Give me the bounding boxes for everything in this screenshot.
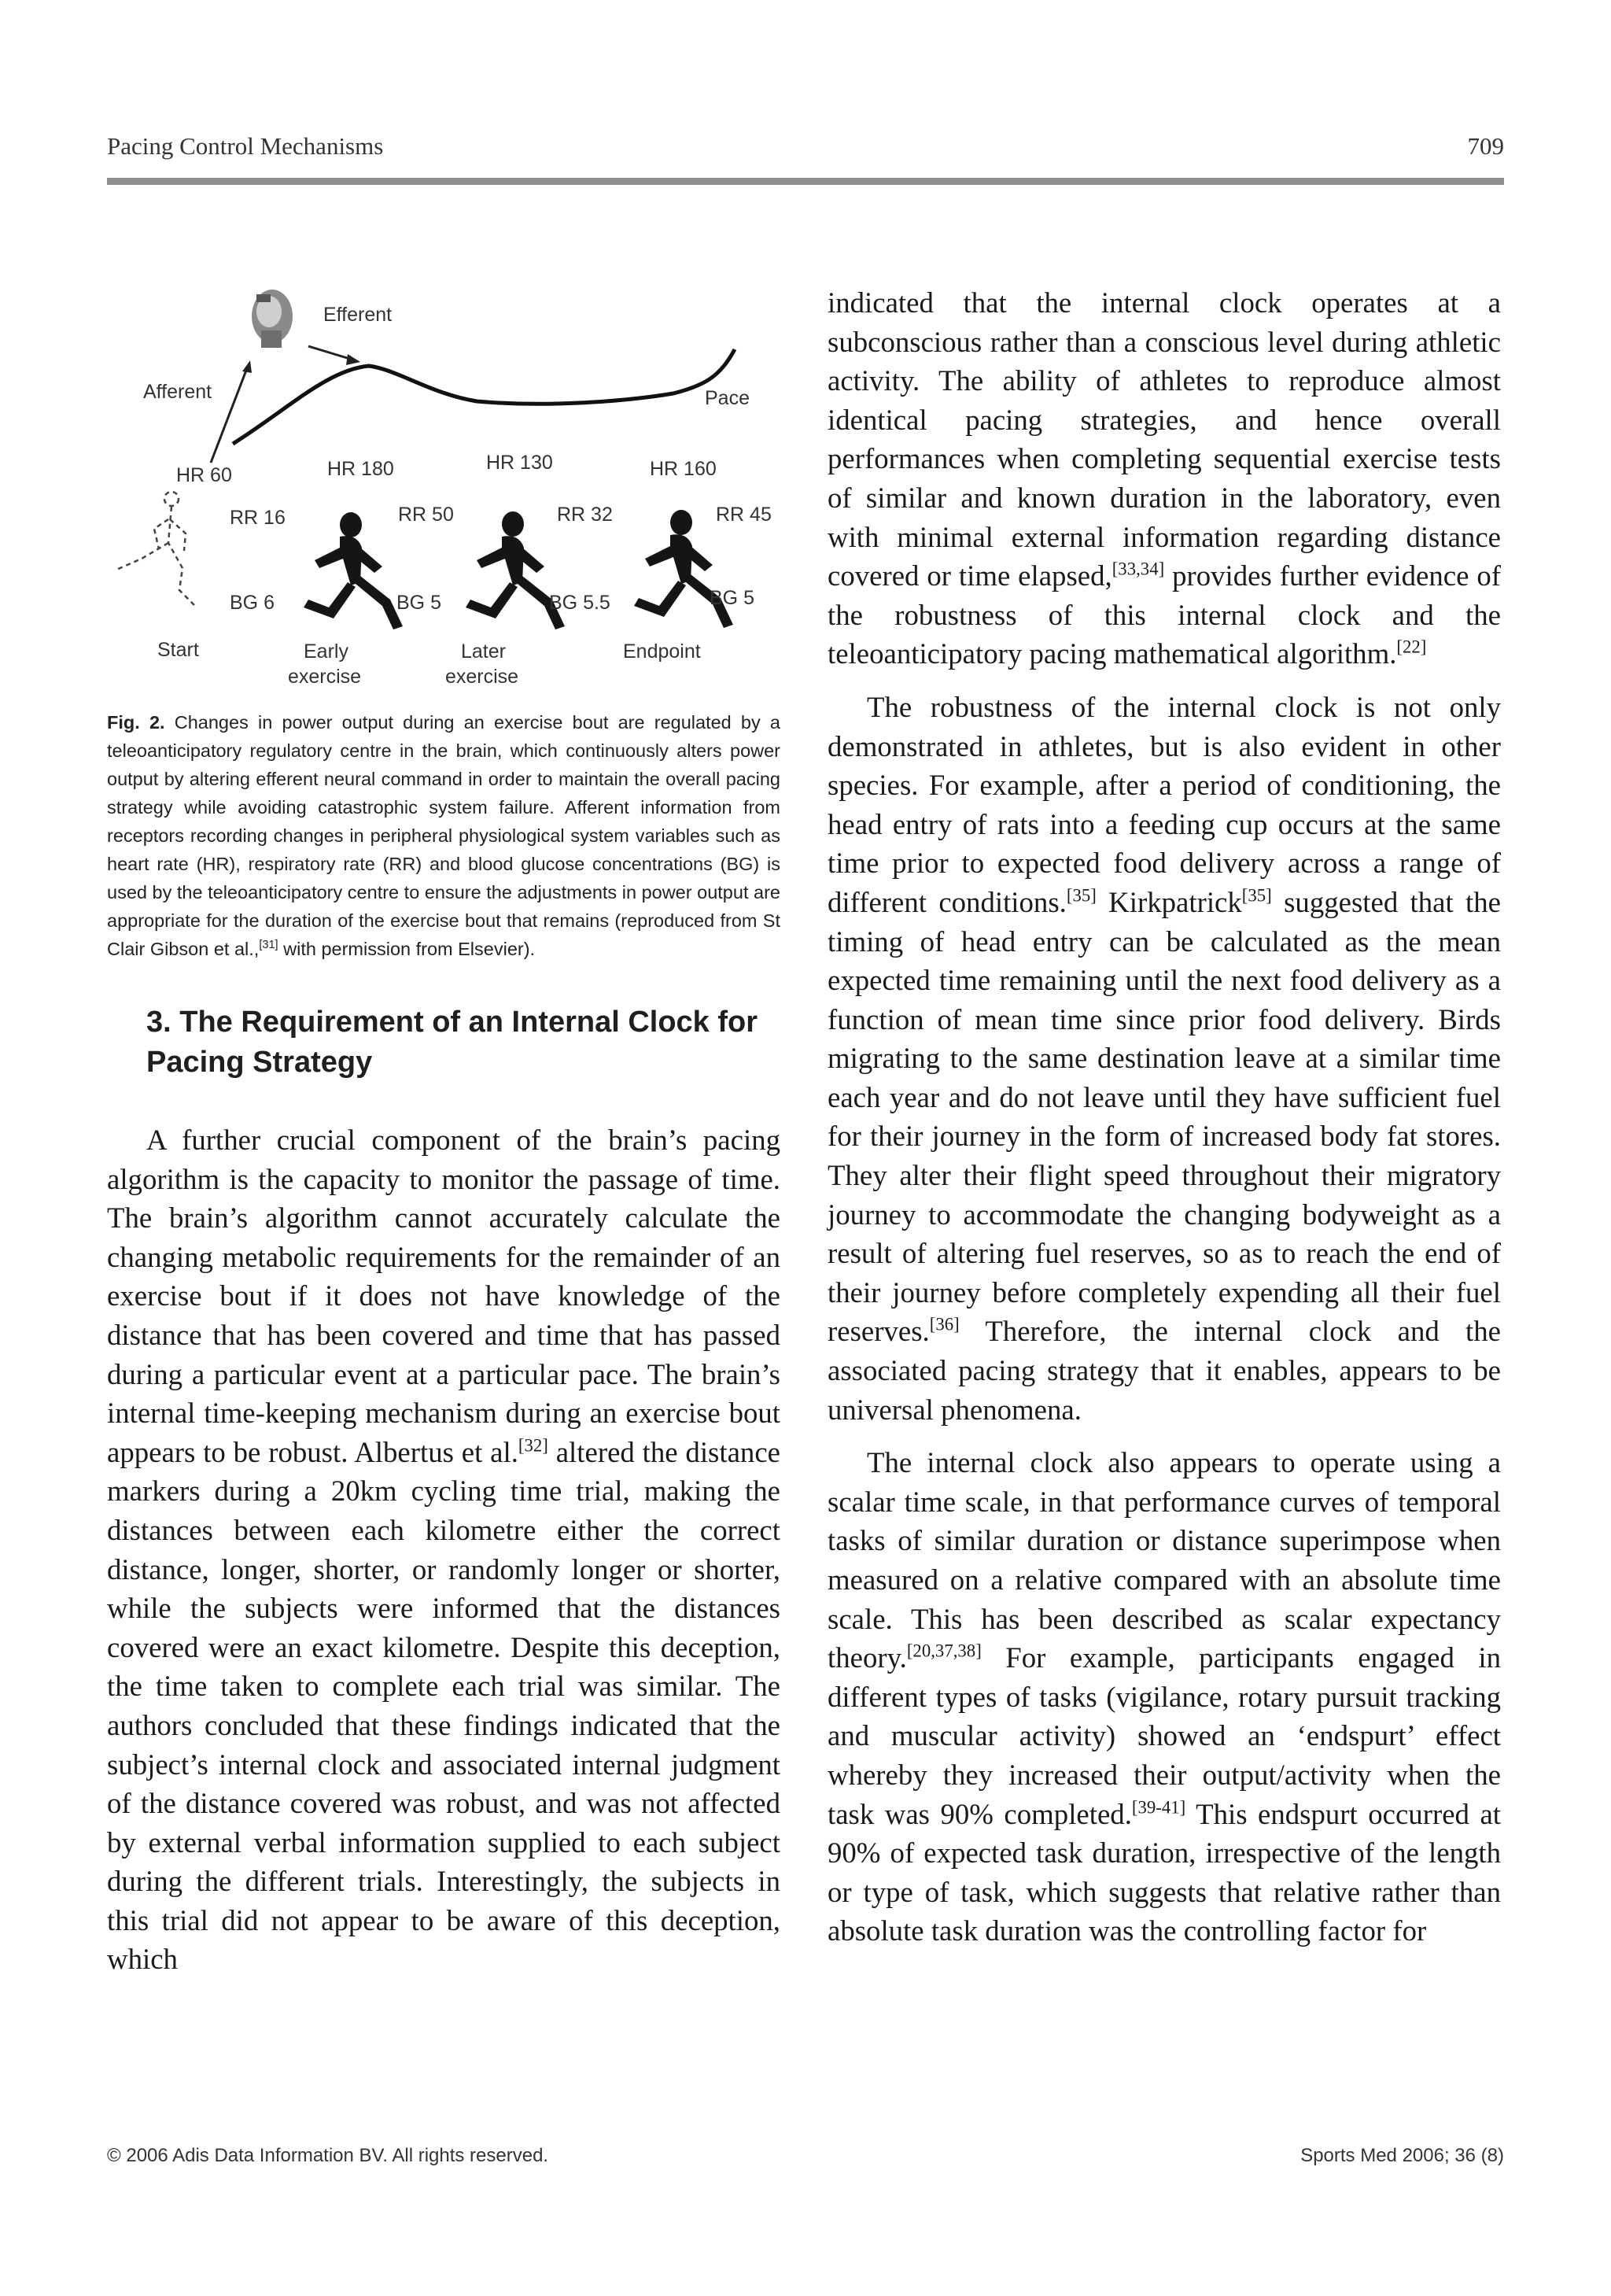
start-figure-outline: [116, 492, 195, 606]
right-paragraph-3: The internal clock also appears to operate using a scalar time scale, in that performance curves of temporal tasks of similar duration or distance superimpose when measured on a relative compared with an absolute time scale. This has been described as scalar expectancy theory.[20,37,38] For example, participants engaged in different types of tasks (vigilance, rotary pursuit tracking and muscular activity) showed an ‘endspurt’ effect whereby they increased their output/activity when the task was 90% completed.[39-41] This endspurt occurred at 90% of expected task duration, irrespective of the length or type of task, which suggests that relative rather than absolute task duration was the controlling factor for: [828, 1446, 1501, 1947]
label-hr-180: HR 180: [327, 458, 394, 480]
label-early-exercise: exercise: [288, 666, 362, 688]
label-later-exercise: exercise: [445, 666, 519, 688]
right-paragraph-1: indicated that the internal clock operates at a subconscious rather than a conscious level during athletic activity. The ability of athletes to reproduce almost identical pacing strategies, and hence overall performances when completing sequential exercise tests of similar and known duration in the laboratory, even with minimal external information regarding distance covered or time elapsed,[33,34] provides further evidence of the robustness of this internal clock and the teleoanticipatory pacing mathematical algorithm.[22]: [828, 286, 1501, 670]
label-early: Early: [304, 640, 348, 663]
footer-copyright: © 2006 Adis Data Information BV. All rights reserved.: [107, 2145, 549, 2166]
efferent-arrow: [308, 346, 360, 365]
label-later: Later: [461, 640, 506, 663]
page-number: 709: [1467, 132, 1504, 160]
label-bg-5-early: BG 5: [396, 592, 441, 614]
left-paragraph: A further crucial component of the brain’s pacing algorithm is the capacity to monitor the passage of time. The brain’s algorithm cannot accurately calculate the changing metabolic requirements for the remainder of an exercise bout if it does not have knowledge of the distance that has been covered and time that has passed during a particular event at a particular pace. The brain’s internal time-keeping mechanism during an exercise bout appears to be robust. Albertus et al.[32] altered the distance markers during a 20km cycling time trial, making the distances between each kilometre either the correct distance, longer, shorter, or randomly longer or shorter, while the subjects were informed that the distances covered were an exact kilometre. Despite this deception, the time taken to complete each trial was similar. The authors concluded that these findings indicated that the subject’s internal clock and associated internal judgment of the distance covered was robust, and was not affected by external verbal information supplied to each subject during the different trials. Interestingly, the subjects in this trial did not appear to be aware of this deception, which: [107, 1124, 780, 1976]
label-rr-50: RR 50: [398, 504, 454, 526]
left-column: [107, 283, 780, 1979]
right-paragraph-2: The robustness of the internal clock is not only demonstrated in athletes, but is also evident in other species. For example, after a period of conditioning, the head entry of rats into a feeding cup occurs at the same time prior to expected food delivery across a range of different conditions.[35] Kirkpatrick[35] suggested that the timing of head entry can be calculated as the mean expected time remaining until the next food delivery as a function of mean time since prior food delivery. Birds migrating to the same destination leave at a similar time each year and do not leave until they have sufficient fuel for their journey in the form of increased body fat stores. They alter their flight speed throughout their migratory journey to accommodate the changing bodyweight as a result of altering fuel reserves, so as to reach the end of their journey before completely expending all their fuel reserves.[36] Therefore, the internal clock and the associated pacing strategy that it enables, appears to be universal phenomena.: [828, 690, 1502, 1426]
footer-citation: Sports Med 2006; 36 (8): [1300, 2145, 1504, 2166]
label-rr-32: RR 32: [557, 504, 613, 526]
pacing-diagram: [107, 283, 780, 692]
figure-caption: Fig. 2. Changes in power output during an exercise bout are regulated by a teleoanticipatory regulatory centre in the brain, which continuously alters power output by altering efferent neural command in order to maintain the overall pacing strategy while avoiding catastrophic system failure. Afferent information from receptors recording changes in peripheral physiological system variables such as heart rate (HR), respiratory rate (RR) and blood glucose concentrations (BG) is used by the teleoanticipatory centre to ensure the adjustments in power output are appropriate for the duration of the exercise bout that remains (reproduced from St Clair Gibson et al.,[31] with permission from Elsevier).: [107, 712, 780, 959]
caption-label: Fig. 2.: [107, 712, 165, 733]
label-bg-5-5: BG 5.5: [549, 592, 610, 614]
label-start: Start: [157, 639, 199, 661]
label-pace: Pace: [705, 387, 750, 409]
running-title: Pacing Control Mechanisms: [107, 132, 384, 160]
label-efferent: Efferent: [323, 304, 393, 326]
label-hr-130: HR 130: [486, 452, 553, 474]
right-column: [828, 283, 1501, 1951]
label-bg-5-endpoint: BG 5: [710, 587, 754, 609]
label-rr-45: RR 45: [716, 504, 772, 526]
label-bg-6: BG 6: [230, 592, 275, 614]
pace-curve: [233, 349, 735, 444]
header-rule: [107, 178, 1504, 185]
afferent-arrow: [211, 360, 252, 463]
figure-2: [107, 283, 780, 692]
section-heading: 3. The Requirement of an Internal Clock for Pacing Strategy: [146, 1006, 758, 1079]
runner-early-silhouette: [304, 512, 403, 629]
brain-head-image: [252, 290, 293, 348]
label-hr-160: HR 160: [650, 458, 717, 480]
label-endpoint: Endpoint: [623, 640, 701, 663]
label-rr-16: RR 16: [230, 507, 286, 529]
label-hr-60: HR 60: [176, 464, 232, 486]
label-afferent: Afferent: [143, 381, 212, 403]
runner-endpoint-silhouette: [634, 510, 733, 628]
